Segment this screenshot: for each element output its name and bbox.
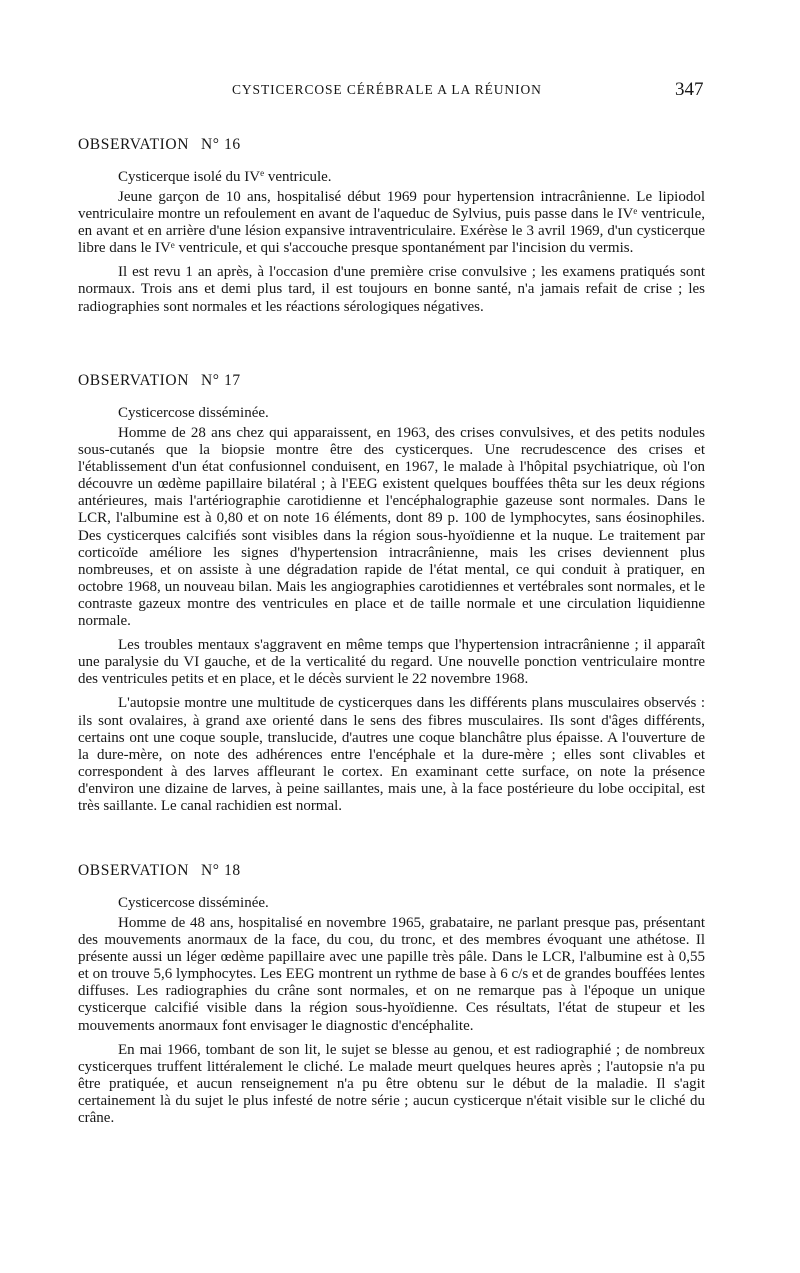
observation-number: N° 18	[201, 862, 241, 879]
paragraph: Jeune garçon de 10 ans, hospitalisé début 1969 pour hypertension intracrânienne. Le lipiodol ventriculaire montre un refoulement en avant de l'aqueduc de Sylvius, puis passe dans le IVᵉ ventricule, en avant et en arrière d'une lésion expansive intraventriculaire. Exérèse le 3 avril 1969, d'un cysticerque libre dans le IVᵉ ventricule, et qui s'accouche presque spontanément par l'incision du vermis.	[78, 189, 705, 257]
observation-number: N° 16	[201, 136, 241, 153]
observation-subtitle	[78, 405, 705, 422]
page-number: 347	[675, 79, 704, 100]
observation-number: N° 17	[201, 372, 241, 389]
observation-heading	[78, 136, 705, 154]
observation-16	[78, 136, 705, 323]
paragraph: En mai 1966, tombant de son lit, le sujet se blesse au genou, et est radiographié ; de nombreux cysticerques truffent littéralement le cliché. Le malade meurt quelques heures après ; l'autopsie n'a pu être pratiquée, et aucun renseignement n'a pu être obtenu sur le début de la maladie. Il s'agit certainement là du sujet le plus infesté de notre série ; aucun cysticerque n'était visible sur le cliché du crâne.	[78, 1041, 705, 1127]
paragraph: Homme de 48 ans, hospitalisé en novembre 1965, grabataire, ne parlant presque pas, présentant des mouvements anormaux de la face, du cou, du tronc, et des membres évoquant une athétose. Il présente aussi un léger œdème papillaire avec une papille très pâle. Dans le LCR, l'albumine est à 0,55 et on trouve 5,6 lymphocytes. Les EEG montrent un rythme de base à 6 c/s et de grandes bouffées lentes diffuses. Les radiographies du crâne sont normales, et on ne remarque pas à l'époque un unique cysticerque calcifié visible dans la région sous-hyoïdienne. Ces résultats, l'état de stupeur et les mouvements anormaux font envisager le diagnostic d'encéphalite.	[78, 915, 705, 1034]
subtitle-superscript: e	[260, 168, 265, 178]
observation-18	[78, 862, 705, 1134]
observation-label: OBSERVATION	[78, 136, 190, 153]
subtitle-main: Cysticerque isolé du IV	[118, 169, 261, 185]
observation-17	[78, 372, 705, 822]
paragraph: Les troubles mentaux s'aggravent en même temps que l'hypertension intracrânienne ; il apparaît une paralysie du VI gauche, et de la verticalité du regard. Une nouvelle ponction ventriculaire montre des ventricules petits et en place, et le décès survient le 22 novembre 1968.	[78, 637, 705, 688]
paragraph: Homme de 28 ans chez qui apparaissent, en 1963, des crises convulsives, et des petits nodules sous-cutanés que la biopsie montre être des cysticerques. Une recrudescence des crises et l'établissement d'un état confusionnel conduisent, en 1967, le malade à l'hôpital psychiatrique, où l'on découvre un œdème papillaire bilatéral ; à l'EEG existent quelques bouffées thêta sur les deux régions antérieures, mais l'artériographie carotidienne et l'encéphalographie gazeuse sont normales. Dans le LCR, l'albumine est à 0,80 et on note 16 éléments, dont 89 p. 100 de lymphocytes, sans éosinophiles. Des cysticerques calcifiés sont visibles dans la région sous-hyoïdienne et la nuque. Le traitement par corticoïde améliore les signes d'hypertension intracrânienne, mais les crises deviennent plus nombreuses, et on assiste à une dégradation rapide de l'état mental, ce qui conduit à pratiquer, en octobre 1968, un nouveau bilan. Mais les angiographies carotidiennes et vertébrales sont normales, et le contraste gazeux montre des ventricules en place et de taille normale et une circulation liquidienne normale.	[78, 425, 705, 630]
subtitle-main: Cysticercose disséminée.	[118, 895, 269, 911]
observation-subtitle	[78, 169, 705, 186]
subtitle-main: Cysticercose disséminée.	[118, 405, 269, 421]
subtitle-tail: ventricule.	[264, 169, 332, 185]
observation-subtitle	[78, 895, 705, 912]
observation-heading	[78, 862, 705, 880]
running-header	[0, 80, 800, 102]
paragraph: L'autopsie montre une multitude de cysticerques dans les différents plans musculaires observés : ils sont ovalaires, à grand axe orienté dans le sens des fibres musculaires. Ils sont d'âges différents, certains ont une coque souple, translucide, d'autres une coque blanchâtre plus épaisse. A l'ouverture de la dure-mère, on note des adhérences entre l'encéphale et la dure-mère ; elles sont clivables et correspondent à des larves affleurant le cortex. En examinant cette surface, on note la présence d'environ une dizaine de larves, à peine saillantes, mais une, à la face postérieure du lobe occipital, est très saillante. Le canal rachidien est normal.	[78, 695, 705, 814]
observation-label: OBSERVATION	[78, 372, 190, 389]
paragraph: Il est revu 1 an après, à l'occasion d'une première crise convulsive ; les examens pratiqués sont normaux. Trois ans et demi plus tard, il est toujours en bonne santé, n'a jamais refait de crise ; les radiographies sont normales et les réactions sérologiques négatives.	[78, 264, 705, 315]
observation-label: OBSERVATION	[78, 862, 190, 879]
running-title: CYSTICERCOSE CÉRÉBRALE A LA RÉUNION	[232, 82, 542, 97]
observation-heading	[78, 372, 705, 390]
